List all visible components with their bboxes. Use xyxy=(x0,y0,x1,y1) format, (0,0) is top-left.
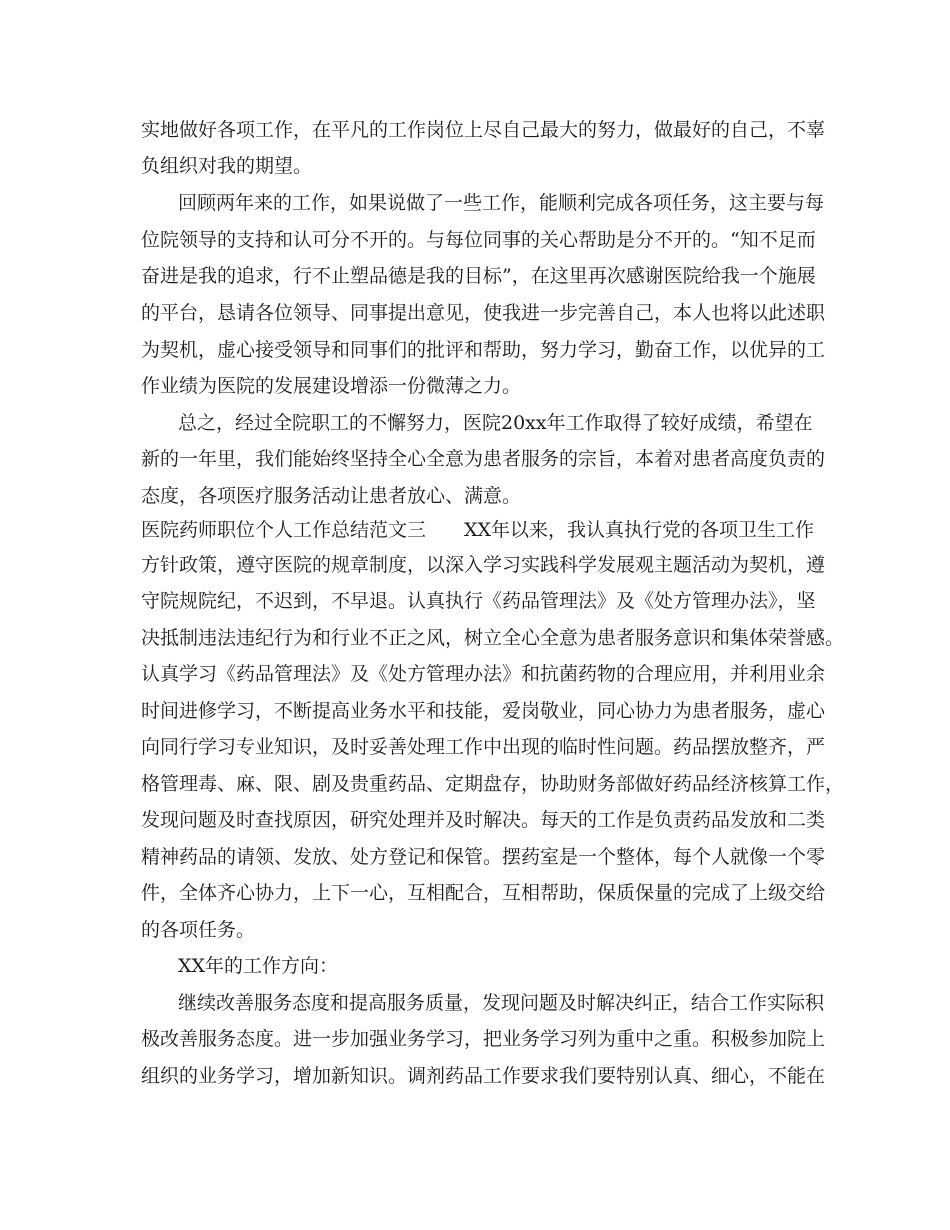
text-line: 总之，经过全院职工的不懈努力，医院20xx年工作取得了较好成绩，希望在 xyxy=(178,412,813,434)
text-line: 件，全体齐心协力，上下一心，互相配合，互相帮助，保质保量的完成了上级交给 xyxy=(141,882,826,904)
text-line: 继续改善服务态度和提高服务质量，发现问题及时解决纠正，结合工作实际积 xyxy=(178,992,825,1014)
text-line: 医院药师职位个人工作总结范文三 XX年以来，我认真执行党的各项卫生工作 xyxy=(141,519,815,541)
text-line: 态度，各项医疗服务活动让患者放心、满意。 xyxy=(141,485,522,507)
text-line: 回顾两年来的工作，如果说做了一些工作，能顺利完成各项任务，这主要与每 xyxy=(178,192,825,214)
text-line: XX年的工作方向： xyxy=(178,955,339,977)
text-line: 方针政策，遵守医院的规章制度，以深入学习实践科学发展观主题活动为契机，遵 xyxy=(141,554,826,576)
text-line: 决抵制违法违纪行为和行业不正之风，树立全心全意为患者服务意识和集体荣誉感。 xyxy=(141,627,845,649)
text-line: 组织的业务学习，增加新知识。调剂药品工作要求我们要特别认真、细心，不能在 xyxy=(141,1065,826,1087)
text-line: 为契机，虚心接受领导和同事们的批评和帮助，努力学习，勤奋工作，以优异的工 xyxy=(141,339,826,361)
text-line: 精神药品的请领、发放、处方登记和保管。摆药室是一个整体，每个人就像一个零 xyxy=(141,846,826,868)
text-line: 位院领导的支持和认可分不开的。与每位同事的关心帮助是分不开的。“知不足而 xyxy=(141,229,816,251)
text-line: 新的一年里，我们能始终坚持全心全意为患者服务的宗旨，本着对患者高度负责的 xyxy=(141,448,826,470)
text-line: 的平台，恳请各位领导、同事提出意见，使我进一步完善自己，本人也将以此述职 xyxy=(141,302,826,324)
text-line: 发现问题及时查找原因，研究处理并及时解决。每天的工作是负责药品发放和二类 xyxy=(141,809,826,831)
text-line: 认真学习《药品管理法》及《处方管理办法》和抗菌药物的合理应用，并利用业余 xyxy=(141,663,826,685)
text-line: 作业绩为医院的发展建设增添一份微薄之力。 xyxy=(141,375,522,397)
text-line: 极改善服务态度。进一步加强业务学习，把业务学习列为重中之重。积极参加院上 xyxy=(141,1028,826,1050)
text-line: 向同行学习专业知识，及时妥善处理工作中出现的临时性问题。药品摆放整齐，严 xyxy=(141,736,826,758)
text-line: 负组织对我的期望。 xyxy=(141,155,313,177)
text-line: 时间进修学习，不断提高业务水平和技能，爱岗敬业，同心协力为患者服务，虚心 xyxy=(141,700,826,722)
text-line: 守院规院纪，不迟到，不早退。认真执行《药品管理法》及《处方管理办法》，坚 xyxy=(141,590,816,612)
text-line: 实地做好各项工作，在平凡的工作岗位上尽自己最大的努力，做最好的自己，不辜 xyxy=(141,119,826,141)
text-line: 格管理毒、麻、限、剧及贵重药品、定期盘存，协助财务部做好药品经济核算工作， xyxy=(141,773,845,795)
text-line: 的各项任务。 xyxy=(141,919,256,941)
text-line: 奋进是我的追求，行不止塑品德是我的目标”，在这里再次感谢医院给我一个施展 xyxy=(141,265,816,287)
